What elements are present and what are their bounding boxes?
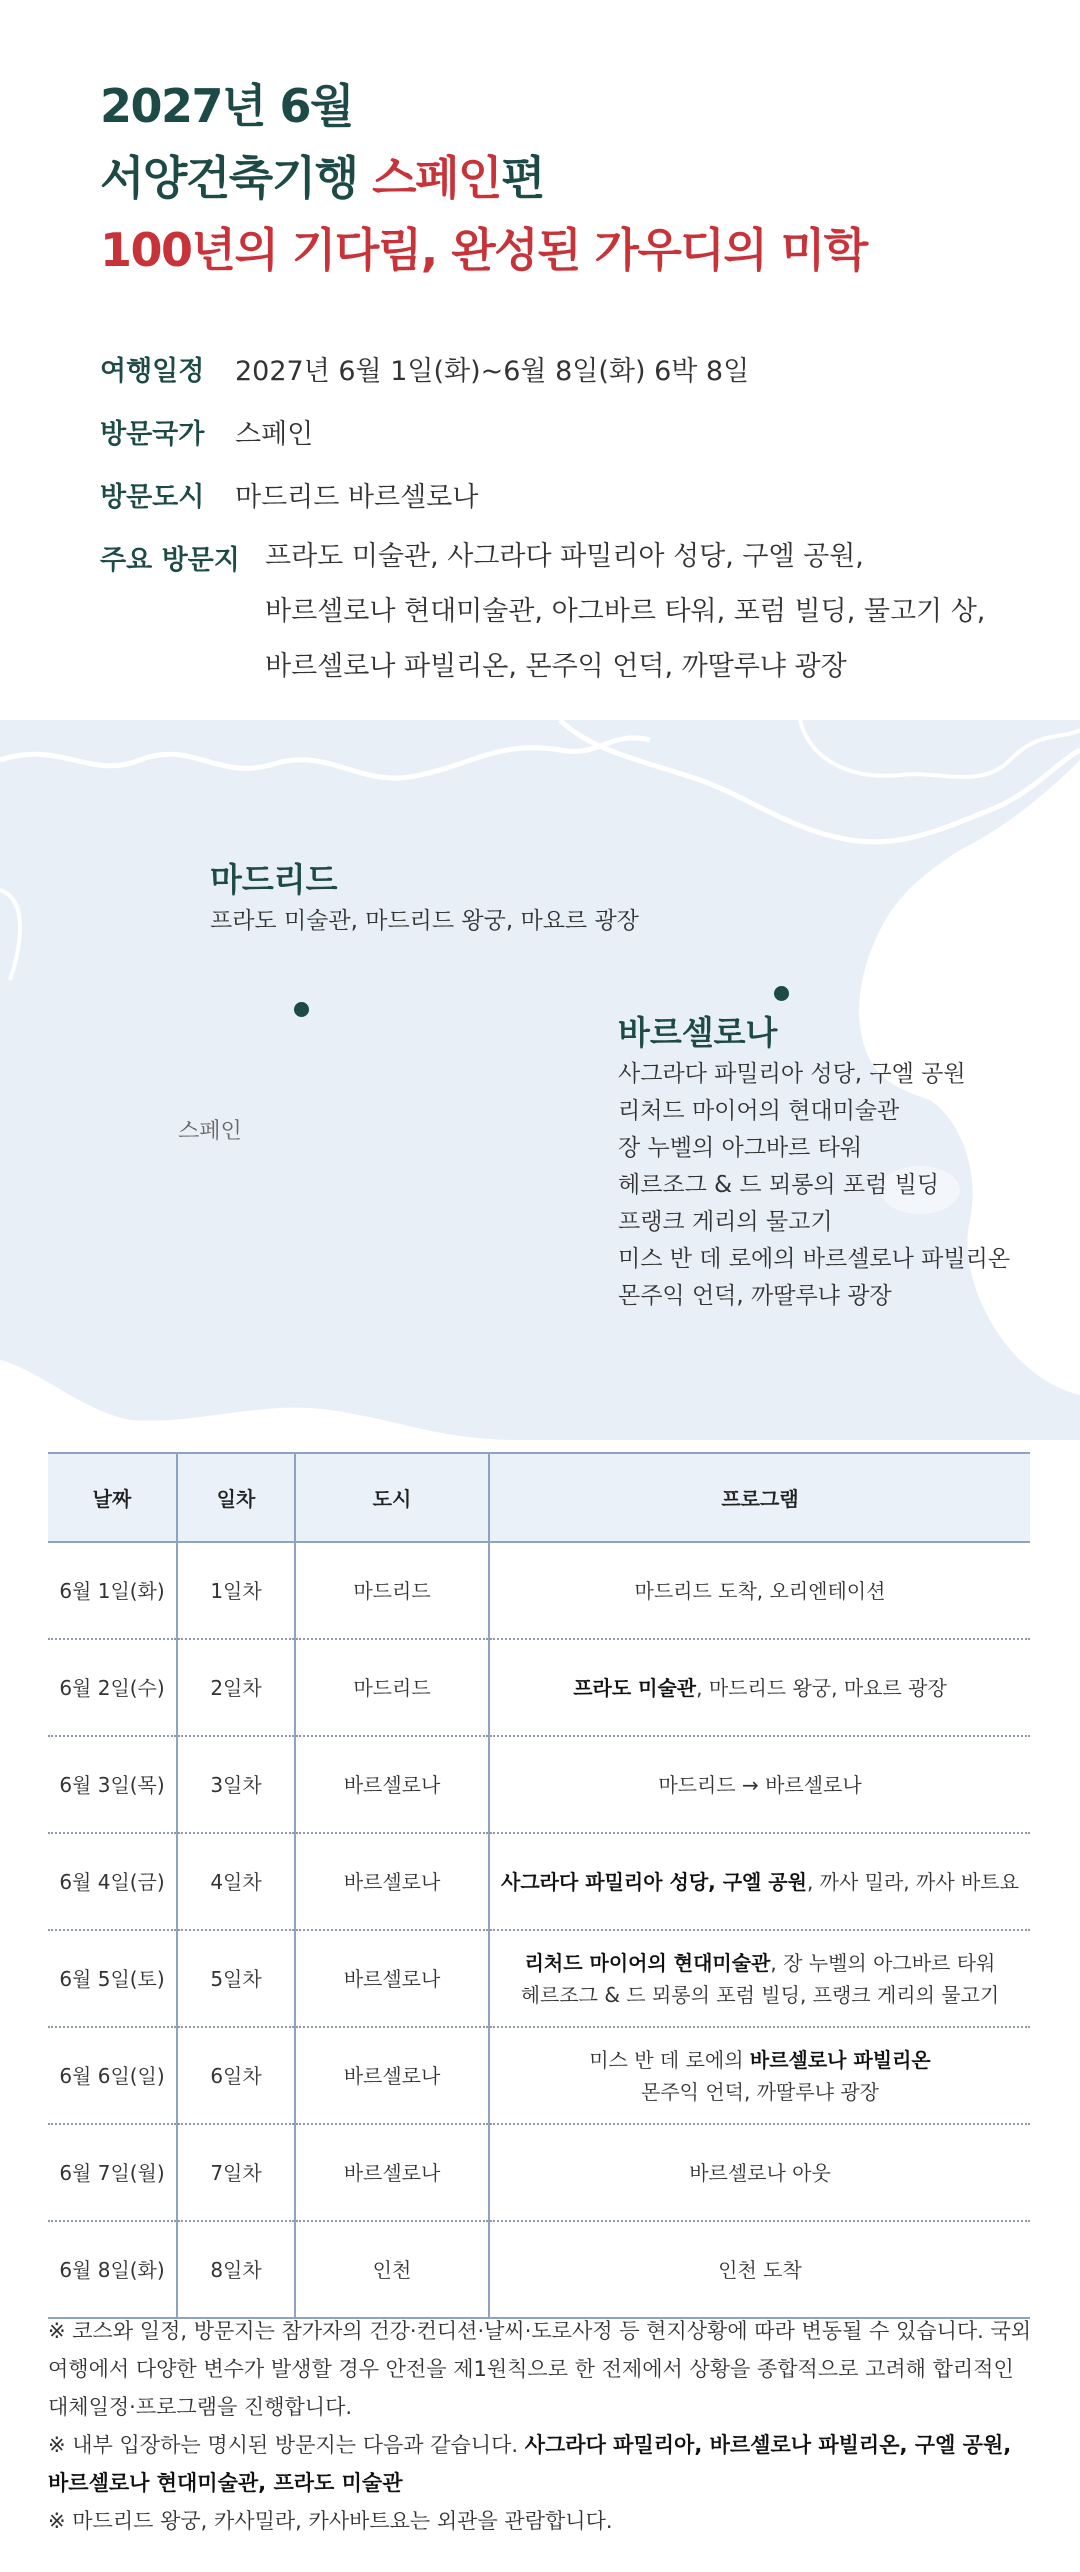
map-madrid-label <box>210 857 639 940</box>
schedule-header-row <box>48 1453 1030 1542</box>
table-row <box>48 2124 1030 2221</box>
note-3: ※ 마드리드 왕궁, 카사밀라, 카사바트요는 외관을 관람합니다. <box>48 2509 613 2533</box>
cell-city: 바르셀로나 <box>295 1833 489 1930</box>
madrid-marker <box>294 1002 309 1017</box>
title-accent-spain: 스페인 <box>372 151 501 205</box>
program-text: , 까사 밀라, 까사 바트요 <box>806 1869 1019 1894</box>
cell-date: 6월 5일(토) <box>48 1930 177 2027</box>
program-highlight: 바르셀로나 파빌리온 <box>749 2047 931 2072</box>
cell-date: 6월 7일(월) <box>48 2124 177 2221</box>
cell-date: 6월 2일(수) <box>48 1639 177 1736</box>
header-program: 프로그램 <box>489 1453 1030 1542</box>
cities-label: 방문도시 <box>100 482 205 513</box>
table-row <box>48 1833 1030 1930</box>
cell-date: 6월 3일(목) <box>48 1736 177 1833</box>
program-highlight: 프라도 미술관 <box>573 1675 697 1700</box>
info-row-sites <box>100 529 985 694</box>
table-row <box>48 2027 1030 2124</box>
period-value: 2027년 6월 1일(화)~6월 8일(화) 6박 8일 <box>235 356 750 387</box>
map-coast-west <box>0 890 20 980</box>
cell-city: 마드리드 <box>295 1639 489 1736</box>
program-text: 미스 반 데 로에의 <box>589 2047 750 2072</box>
table-row <box>48 2221 1030 2318</box>
cell-program <box>489 2221 1030 2318</box>
barcelona-desc-line: 미스 반 데 로에의 바르셀로나 파빌리온 <box>618 1246 1011 1272</box>
program-highlight: 사그라다 파밀리아 성당, 구엘 공원 <box>501 1869 807 1894</box>
cell-date: 6월 8일(화) <box>48 2221 177 2318</box>
cell-day: 3일차 <box>177 1736 295 1833</box>
note-2-text: ※ 내부 입장하는 명시된 방문지는 다음과 같습니다. <box>48 2433 525 2457</box>
program-text: 마드리드 → 바르셀로나 <box>658 1772 862 1797</box>
trip-info <box>100 340 985 694</box>
sites-line: 프라도 미술관, 사그라다 파밀리아 성당, 구엘 공원, <box>265 541 864 572</box>
table-row <box>48 1639 1030 1736</box>
title-line-2 <box>100 142 867 214</box>
barcelona-desc-line: 장 누벨의 아그바르 타워 <box>618 1135 863 1161</box>
note-1: ※ 코스와 일정, 방문지는 참가자의 건강·컨디션·날씨·도로사정 등 현지상황에 따라 변동될 수 있습니다. 국외여행에서 다양한 변수가 발생할 경우 안전을 제1원칙으로 한 전제에서 상황을 종합적으로 고려해 합리적인 대체일정·프로그램을 진행합니다. <box>48 2319 1032 2419</box>
cities-value: 마드리드 바르셀로나 <box>235 482 479 513</box>
note-2-sites: 사그라다 파밀리아, 바르셀로나 파빌리온, 구엘 공원, 바르셀로나 현대미술관, 프라도 미술관 <box>48 2433 1012 2495</box>
country-label: 방문국가 <box>100 419 205 450</box>
cell-city: 바르셀로나 <box>295 2027 489 2124</box>
cell-day: 1일차 <box>177 1542 295 1639</box>
program-highlight: 리처드 마이어의 현대미술관 <box>524 1950 771 1975</box>
cell-city: 인천 <box>295 2221 489 2318</box>
program-text: , 장 누벨의 아그바르 타워 <box>770 1950 996 1975</box>
cell-day: 4일차 <box>177 1833 295 1930</box>
cell-date: 6월 6일(일) <box>48 2027 177 2124</box>
cell-day: 5일차 <box>177 1930 295 2027</box>
cell-day: 8일차 <box>177 2221 295 2318</box>
info-row-period <box>100 340 985 403</box>
cell-city: 바르셀로나 <box>295 2124 489 2221</box>
cell-city: 바르셀로나 <box>295 1736 489 1833</box>
program-text: 바르셀로나 아웃 <box>689 2160 831 2185</box>
title-line-2-suffix: 편 <box>500 151 544 205</box>
cell-program <box>489 1736 1030 1833</box>
header-city: 도시 <box>295 1453 489 1542</box>
title-line-3: 100년의 기다림, 완성된 가우디의 미학 <box>100 223 867 277</box>
program-text: 마드리드 도착, 오리엔테이션 <box>634 1578 886 1603</box>
cell-program <box>489 1639 1030 1736</box>
title-line-1: 2027년 6월 <box>100 79 353 133</box>
barcelona-marker <box>774 986 789 1001</box>
title-line-2-prefix: 서양건축기행 <box>100 151 373 205</box>
barcelona-desc-line: 사그라다 파밀리아 성당, 구엘 공원 <box>618 1061 966 1087</box>
madrid-name: 마드리드 <box>210 860 338 899</box>
map-country-label: 스페인 <box>178 1119 242 1144</box>
table-row <box>48 1930 1030 2027</box>
hero-section <box>0 0 1080 720</box>
program-text: 인천 도착 <box>718 2257 802 2282</box>
spain-map <box>0 720 1080 1440</box>
map-barcelona-label <box>618 1010 1010 1315</box>
program-text-line-2: 몬주익 언덕, 까딸루냐 광장 <box>641 2079 879 2104</box>
info-row-country <box>100 403 985 466</box>
sites-label: 주요 방문지 <box>100 545 240 576</box>
cell-program <box>489 1833 1030 1930</box>
cell-program <box>489 1542 1030 1639</box>
cell-city: 바르셀로나 <box>295 1930 489 2027</box>
barcelona-desc-line: 헤르조그 & 드 뫼롱의 포럼 빌딩 <box>618 1172 940 1198</box>
sites-line: 바르셀로나 파빌리온, 몬주익 언덕, 까딸루냐 광장 <box>265 651 847 682</box>
barcelona-name: 바르셀로나 <box>618 1013 778 1052</box>
program-text: , 마드리드 왕궁, 마요르 광장 <box>696 1675 947 1700</box>
map-sea-south <box>0 1360 520 1440</box>
cell-date: 6월 4일(금) <box>48 1833 177 1930</box>
map-coast-top <box>0 738 650 778</box>
table-row <box>48 1542 1030 1639</box>
notes-section <box>48 2312 1032 2540</box>
cell-date: 6월 1일(화) <box>48 1542 177 1639</box>
barcelona-desc-line: 리처드 마이어의 현대미술관 <box>618 1098 900 1124</box>
sites-value <box>265 529 985 694</box>
country-value: 스페인 <box>235 419 314 450</box>
cell-program <box>489 2027 1030 2124</box>
cell-program <box>489 2124 1030 2221</box>
barcelona-desc-line: 프랭크 게리의 물고기 <box>618 1209 833 1235</box>
page-title <box>100 70 867 286</box>
cell-city: 마드리드 <box>295 1542 489 1639</box>
header-date: 날짜 <box>48 1453 177 1542</box>
sites-line: 바르셀로나 현대미술관, 아그바르 타워, 포럼 빌딩, 물고기 상, <box>265 596 986 627</box>
madrid-desc: 프라도 미술관, 마드리드 왕궁, 마요르 광장 <box>210 908 639 934</box>
cell-day: 6일차 <box>177 2027 295 2124</box>
program-text-line-2: 헤르조그 & 드 뫼롱의 포럼 빌딩, 프랭크 게리의 물고기 <box>520 1982 1000 2007</box>
table-row <box>48 1736 1030 1833</box>
map-border-france <box>800 720 1080 777</box>
note-2 <box>48 2426 1032 2502</box>
schedule-table <box>48 1452 1030 2319</box>
period-label: 여행일정 <box>100 356 205 387</box>
header-day: 일차 <box>177 1453 295 1542</box>
cell-day: 2일차 <box>177 1639 295 1736</box>
barcelona-desc-line: 몬주익 언덕, 까딸루냐 광장 <box>618 1283 892 1309</box>
cell-program <box>489 1930 1030 2027</box>
cell-day: 7일차 <box>177 2124 295 2221</box>
info-row-cities <box>100 466 985 529</box>
